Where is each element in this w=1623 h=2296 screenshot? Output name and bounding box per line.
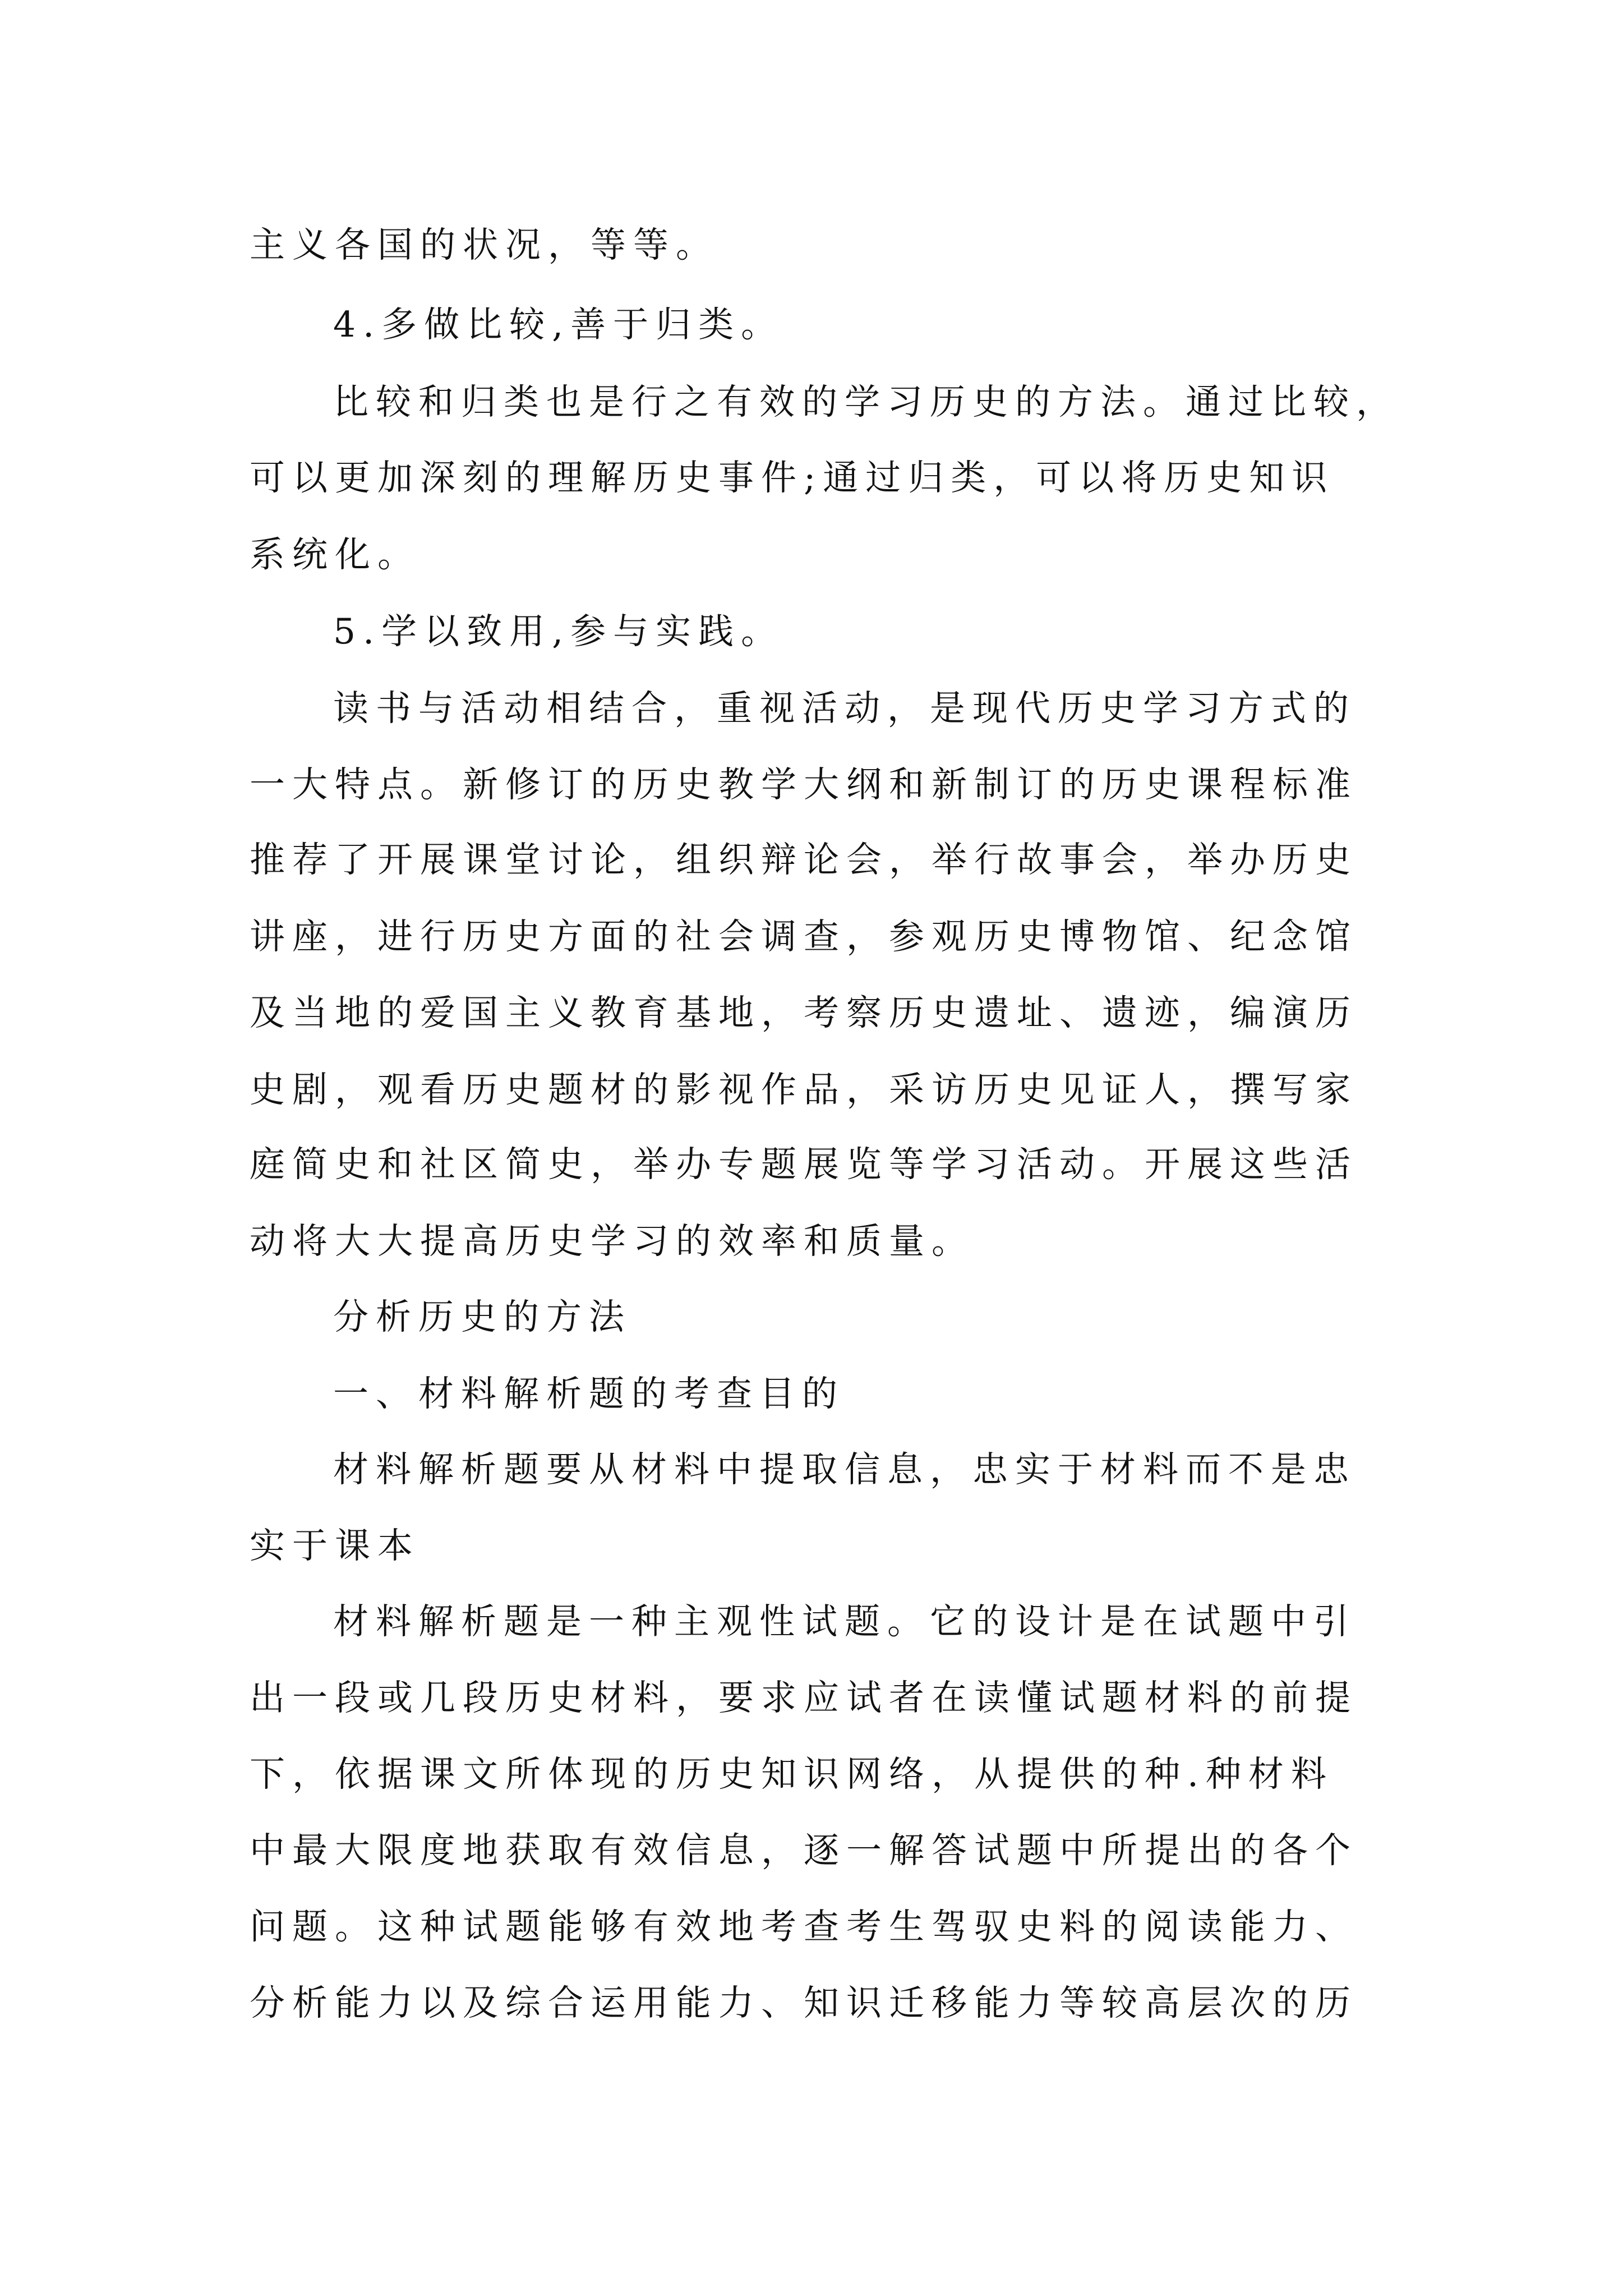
- section-heading: 一、材料解析题的考查目的: [333, 1373, 845, 1414]
- text-line: 出一段或几段历史材料，要求应试者在读懂试题材料的前提: [250, 1677, 1358, 1718]
- text-line: 比较和归类也是行之有效的学习历史的方法。通过比较，: [333, 381, 1399, 422]
- text-line: 主义各国的状况，等等。: [250, 224, 718, 265]
- text-line: 可以更加深刻的理解历史事件;通过归类，可以将历史知识: [250, 457, 1335, 498]
- text-line: 实于课本: [250, 1525, 420, 1566]
- text-line: 动将大大提高历史学习的效率和质量。: [250, 1221, 974, 1262]
- text-line: 下，依据课文所体现的历史知识网络，从提供的种.种材料: [250, 1754, 1334, 1795]
- text-line: 及当地的爱国主义教育基地，考察历史遗址、遗迹，编演历: [250, 992, 1358, 1033]
- section-heading: 5.学以致用,参与实践。: [333, 611, 784, 652]
- text-line: 问题。这种试题能够有效地考查考生驾驭史料的阅读能力、: [250, 1906, 1358, 1947]
- text-line: 系统化。: [250, 534, 420, 575]
- text-line: 讲座，进行历史方面的社会调查，参观历史博物馆、纪念馆: [250, 916, 1358, 957]
- text-line: 推荐了开展课堂讨论，组织辩论会，举行故事会，举办历史: [250, 839, 1358, 880]
- text-line: 史剧，观看历史题材的影视作品，采访历史见证人，撰写家: [250, 1069, 1358, 1110]
- text-line: 分析能力以及综合运用能力、知识迁移能力等较高层次的历: [250, 1982, 1358, 2023]
- text-line: 中最大限度地获取有效信息，逐一解答试题中所提出的各个: [250, 1830, 1358, 1871]
- text-line: 读书与活动相结合，重视活动，是现代历史学习方式的: [333, 688, 1356, 729]
- text-line: 一大特点。新修订的历史教学大纲和新制订的历史课程标准: [250, 764, 1358, 805]
- section-heading: 4.多做比较,善于归类。: [333, 304, 784, 345]
- text-line: 材料解析题要从材料中提取信息，忠实于材料而不是忠: [333, 1449, 1356, 1490]
- text-line: 材料解析题是一种主观性试题。它的设计是在试题中引: [333, 1601, 1356, 1642]
- text-line: 庭简史和社区简史，举办专题展览等学习活动。开展这些活: [250, 1144, 1358, 1185]
- section-heading: 分析历史的方法: [333, 1296, 631, 1337]
